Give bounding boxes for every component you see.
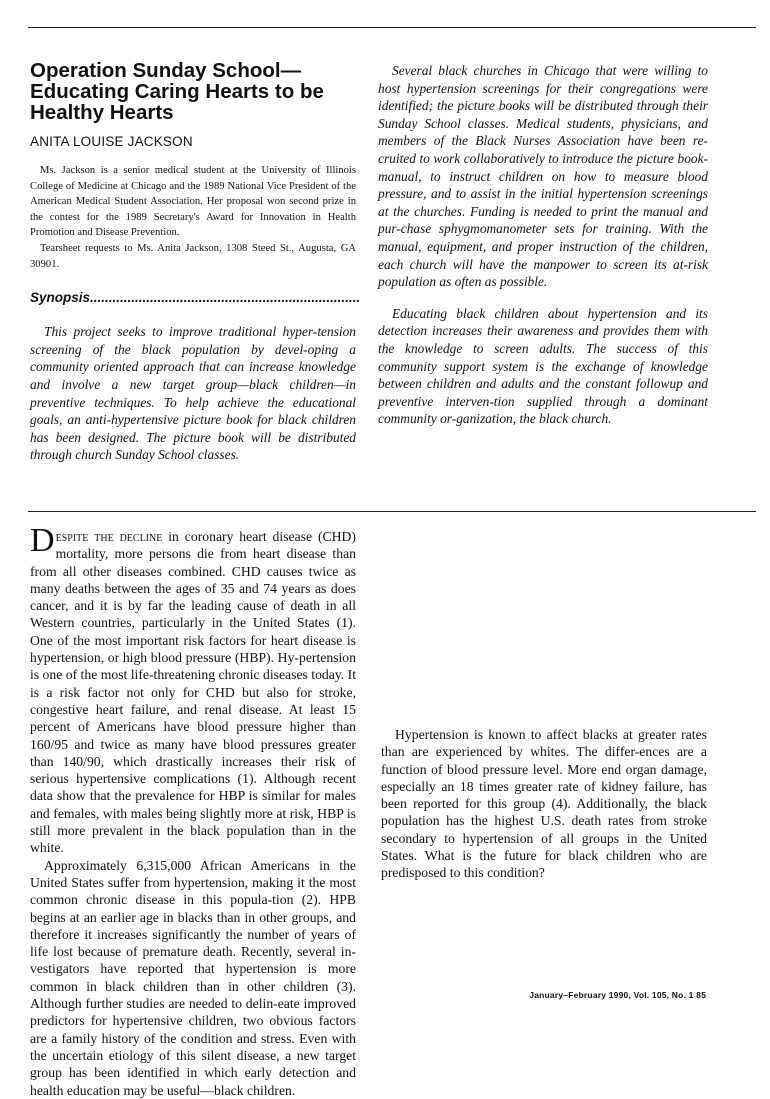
synopsis-paragraph-2: Several black churches in Chicago that were willing to host hypertension screenings for their congregations were identified; the picture books will be distributed through their Sunday School classes. Medical students, physicians, and members of the Black Nurses Association have been re-cruited to work collaboratively to introduce the picture book-manual, to instruct children on how to measure blood pressure, and to assist in the initial hypertension screenings at the churches. Funding is needed to print the manual and pur-chase sphygmomanometer sets for training. With the manual, equipment, and proper instruction of the children, each church will have the manpower to screen its at-risk population as often as possible.: [378, 63, 708, 290]
synopsis-leader: ........................................................................: [90, 290, 361, 306]
page-footer: January–February 1990, Vol. 105, No. 1 85: [529, 990, 706, 1000]
body-paragraph-1: [30, 522, 356, 857]
article-title: Operation Sunday School— Educating Caring Hearts to be Healthy Hearts: [30, 59, 324, 124]
synopsis-paragraph-3: Educating black children about hypertension and its detection increases their awareness and provides them with the knowledge to screen adults. The success of this community support system is the exchange of knowledge between children and adults and the constant followup and preventive interven-tion supplied through a dominant community or-ganization, the black church.: [378, 305, 708, 427]
body-paragraph-2: Approximately 6,315,000 African Americans in the United States suffer from hypertension, making it the most common chronic disease in this popula-tion (2). HPB begins at an earlier age in blacks than in other groups, and therefore it increases significantly the number of years of life lost because of premature death. Recently, several in-vestigators have reported that hypertension is more common in black children than in other children (3). Although further studies are needed to delin-eate improved predictors for hypertensive children, two obvious factors are a family history of the condition and stress. Even with the uncertain etiology of this silent disease, a new target group has been identified in which early detection and health education may be useful—black children.: [30, 857, 356, 1098]
header-left-column: [30, 59, 361, 464]
synopsis-paragraph-1: This project seeks to improve traditional hyper-tension screening of the black population by devel-oping a community oriented approach that can increase knowledge and involve a new target group—black children—in preventive techniques. To help achieve the educational goals, an anti-hypertensive picture book for black children has been designed. The picture book will be distributed through church Sunday School classes.: [30, 324, 356, 463]
top-rule: [28, 27, 756, 28]
header-right-column: [378, 62, 708, 428]
body-right-column: [381, 536, 707, 882]
author-name: ANITA LOUISE JACKSON: [30, 134, 193, 149]
body-left-column: [30, 522, 356, 1098]
lead-in: espite the decline: [55, 529, 163, 544]
tearsheet-note: Tearsheet requests to Ms. Anita Jackson, 1308 Steed St., Augusta, GA 30901.: [30, 242, 356, 270]
body-paragraph-1-text: in coronary heart disease (CHD) mortality, more persons die from heart disease than from all other diseases combined. CHD causes twice as many deaths between the ages of 35 and 74 years as does cancer, and it is by far the leading cause of death in all Western countries, particularly in the United States (1). One of the most important risk factors for heart disease is hypertension, or high blood pressure (HBP). Hy-pertension is one of the most life-threatening chronic diseases today. It is a risk factor not only for CHD but also for stroke, congestive heart failure, and renal disease. At least 15 percent of Americans have blood pressure higher than 160/95 and twice as many have blood pressures greater than 140/90, which drastically increases their risk of serious hypertensive complications (1). Although recent data show that the prevalence for HBP is similar for males and females, with males being slightly more at risk, HBP is still more prevalent in the black population than in the white.: [30, 529, 356, 856]
synopsis-heading: [30, 290, 361, 306]
synopsis-label: Synopsis: [30, 290, 91, 306]
author-bio: Ms. Jackson is a senior medical student at the University of Illinois College of Medicine at Chicago and the 1989 National Vice President of the American Medical Student Association. Her proposal won second prize in the contest for the 1989 Secretary's Award for Innovation in Health Promotion and Disease Prevention.: [30, 165, 356, 239]
drop-cap: D: [30, 522, 55, 559]
section-rule: [28, 511, 756, 512]
body-paragraph-3: Hypertension is known to affect blacks at greater rates than are experienced by whites. The differ-ences are a function of blood pressure level. More end organ damage, especially an 18 times greater rate of kidney failure, has been reported for this group (4). Additionally, the black population has the highest U.S. death rates from stroke secondary to hypertension of all groups in the United States. What is the future for black children who are predisposed to this condition?: [381, 727, 707, 881]
